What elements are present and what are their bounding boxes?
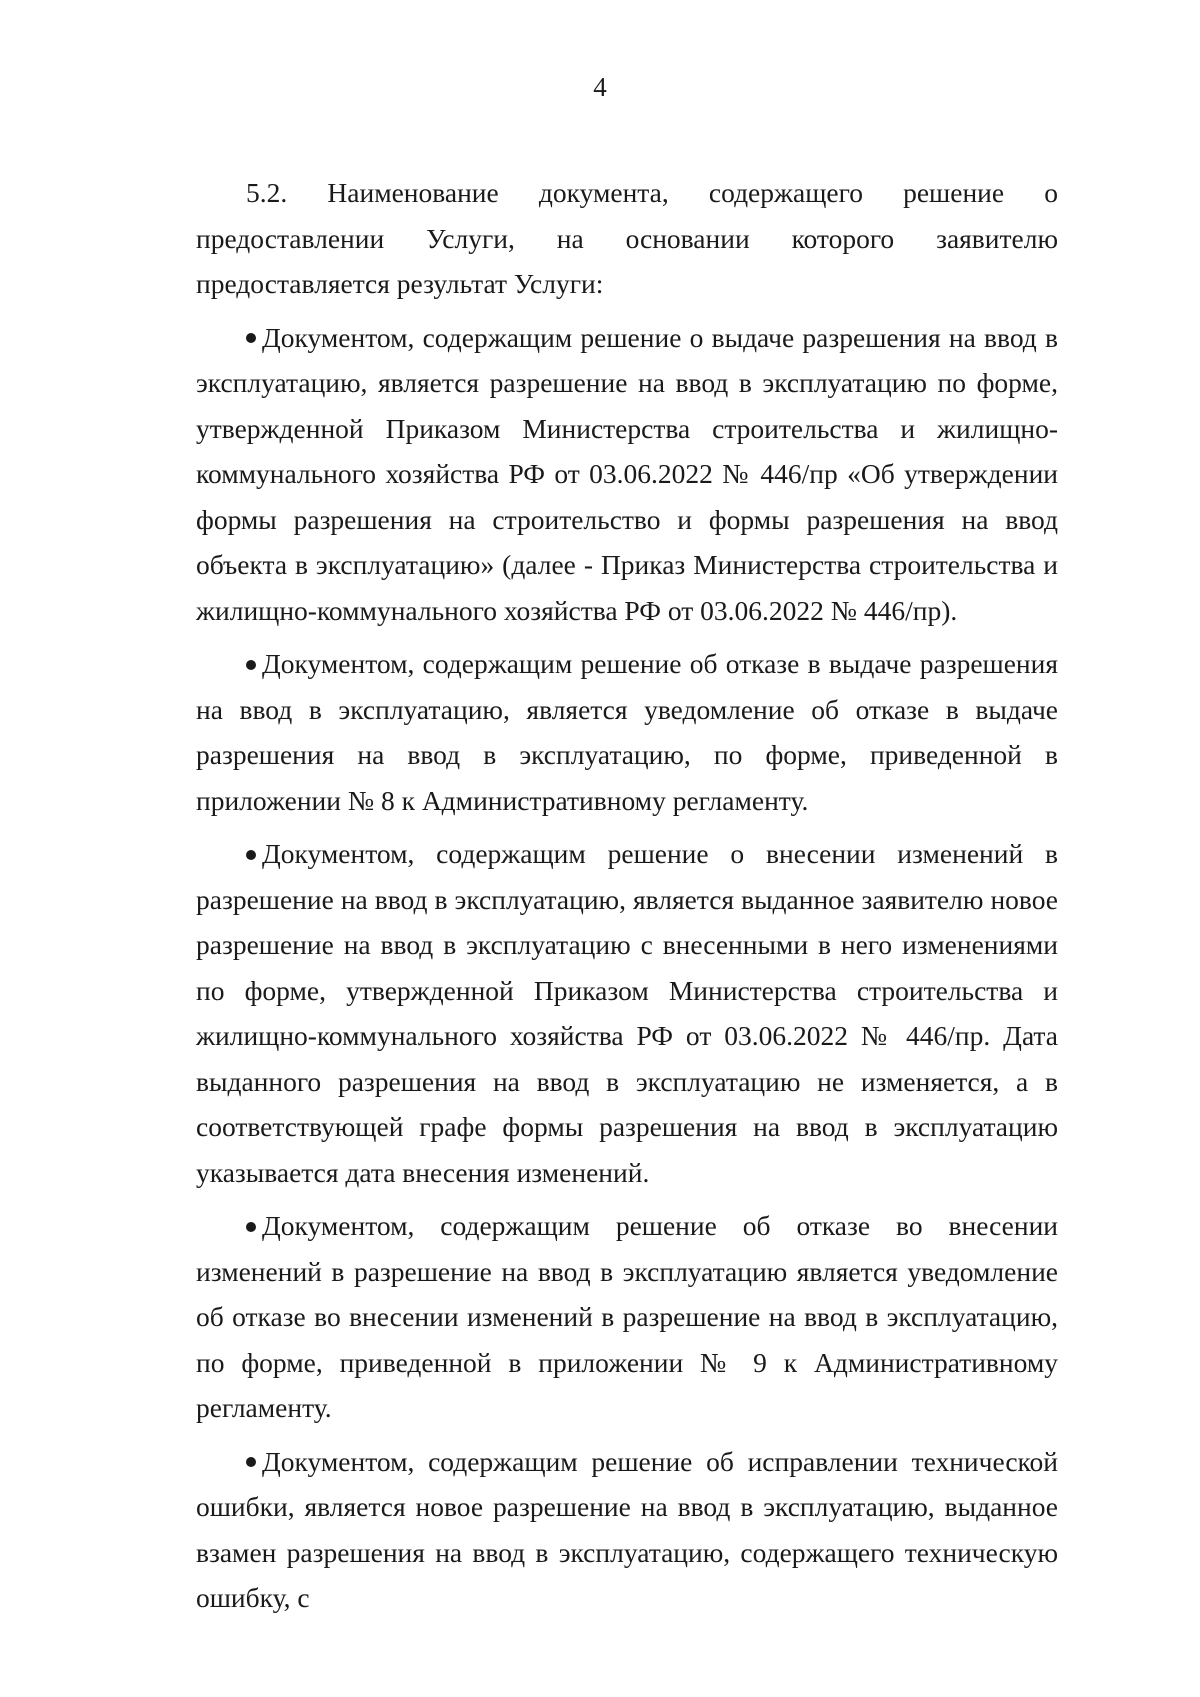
bullet-text: Документом, содержащим решение о выдаче разрешения на ввод в эксплуатацию, является разрешение на ввод в эксплуатацию по форме, утвержденной Приказом Министерства строительства и жилищно-коммунального хозяйства РФ от 03.06.2022 № 446/пр «Об утверждении формы разрешения на строительство и формы разрешения на ввод объекта в эксплуатацию» (далее - Приказ Министерства строительства и жилищно-коммунального хозяйства РФ от 03.06.2022 № 446/пр). [196,321,1058,626]
bullet-icon [246,850,256,860]
bullet-text: Документом, содержащим решение об отказе во внесении изменений в разрешение на ввод в эксплуатацию является уведомление об отказе во внесении изменений в разрешение на ввод в эксплуатацию, по форме, приведенной в приложении № 9 к Административному регламенту. [196,1210,1058,1423]
bullet-icon [246,1457,256,1467]
bullet-icon [246,1222,256,1232]
page-number: 4 [593,72,607,102]
document-body [196,170,1058,1621]
bullet-item-issue-permit [196,315,1058,634]
bullet-icon [246,660,256,670]
bullet-item-technical-error [196,1439,1058,1621]
bullet-item-refusal-permit [196,641,1058,823]
bullet-item-amend-permit [196,831,1058,1195]
bullet-text: Документом, содержащим решение об исправлении технической ошибки, является новое разрешение на ввод в эксплуатацию, выданное взамен разрешения на ввод в эксплуатацию, содержащего техническую ошибку, с [196,1445,1058,1613]
bullet-item-refusal-amend [196,1203,1058,1431]
bullet-text: Документом, содержащим решение об отказе в выдаче разрешения на ввод в эксплуатацию, является уведомление об отказе в выдаче разрешения на ввод в эксплуатацию, по форме, приведенной в приложении № 8 к Административному регламенту. [196,648,1058,816]
bullet-icon [246,333,256,343]
bullet-text: Документом, содержащим решение о внесении изменений в разрешение на ввод в эксплуатацию, является выданное заявителю новое разрешение на ввод в эксплуатацию с внесенными в него изменениями по форме, утвержденной Приказом Министерства строительства и жилищно-коммунального хозяйства РФ от 03.06.2022 № 446/пр. Дата выданного разрешения на ввод в эксплуатацию не изменяется, а в соответствующей графе формы разрешения на ввод в эксплуатацию указывается дата внесения изменений. [196,838,1058,1188]
intro-paragraph: 5.2. Наименование документа, содержащего решение о предоставлении Услуги, на основании которого заявителю предоставляется результат Услуги: [196,177,1058,299]
